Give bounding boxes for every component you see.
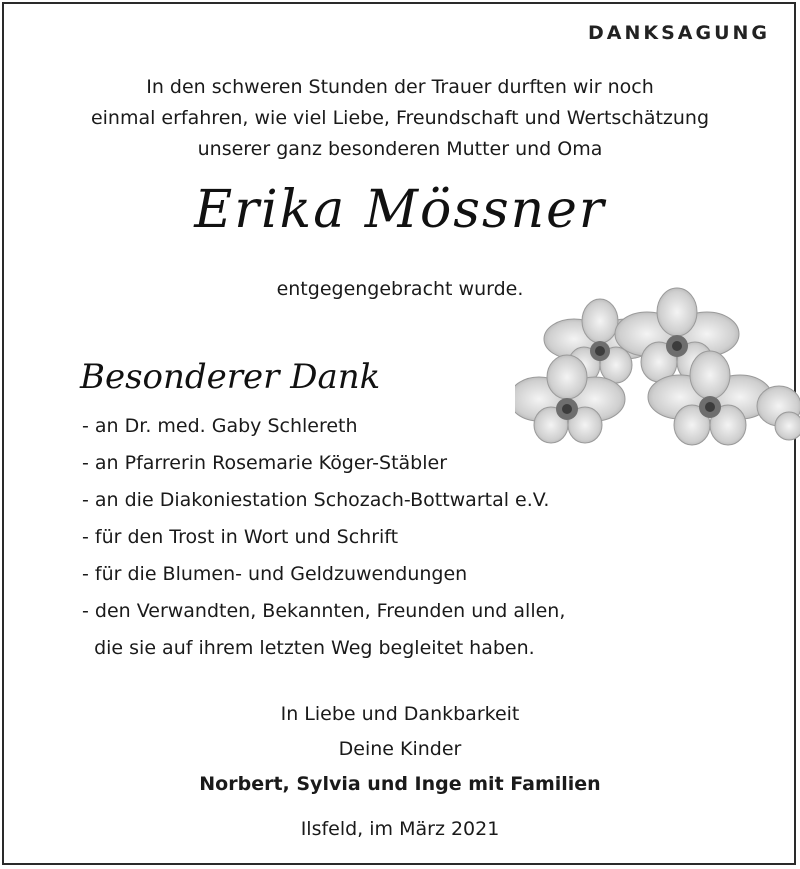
list-item: - den Verwandten, Bekannten, Freunden und allen, [82,600,566,622]
special-thanks-title: Besonderer Dank [80,357,381,397]
notice-heading: DANKSAGUNG [587,22,770,44]
intro-line: einmal erfahren, wie viel Liebe, Freundschaft und Wertschätzung [90,107,710,129]
list-item: - für die Blumen- und Geldzuwendungen [82,563,468,585]
signatories: Norbert, Sylvia und Inge mit Familien [199,773,601,795]
closing-line: Deine Kinder [338,738,462,760]
deceased-name: Erika Mössner [194,180,606,240]
closing-line: In Liebe und Dankbarkeit [280,703,520,725]
intro-line: unserer ganz besonderen Mutter und Oma [197,138,603,160]
list-item: - für den Trost in Wort und Schrift [82,526,399,548]
received-line: entgegengebracht wurde. [276,278,524,300]
closing-block [0,697,800,802]
list-item: - an Pfarrerin Rosemarie Köger-Stäbler [82,452,448,474]
intro-text [0,72,800,165]
intro-line: In den schweren Stunden der Trauer durften wir noch [146,76,654,98]
list-item: die sie auf ihrem letzten Weg begleitet haben. [82,637,535,659]
special-thanks-list [82,408,565,667]
list-item: - an Dr. med. Gaby Schlereth [82,415,358,437]
place-date: Ilsfeld, im März 2021 [300,818,500,840]
list-item: - an die Diakoniestation Schozach-Bottwartal e.V. [82,489,550,511]
